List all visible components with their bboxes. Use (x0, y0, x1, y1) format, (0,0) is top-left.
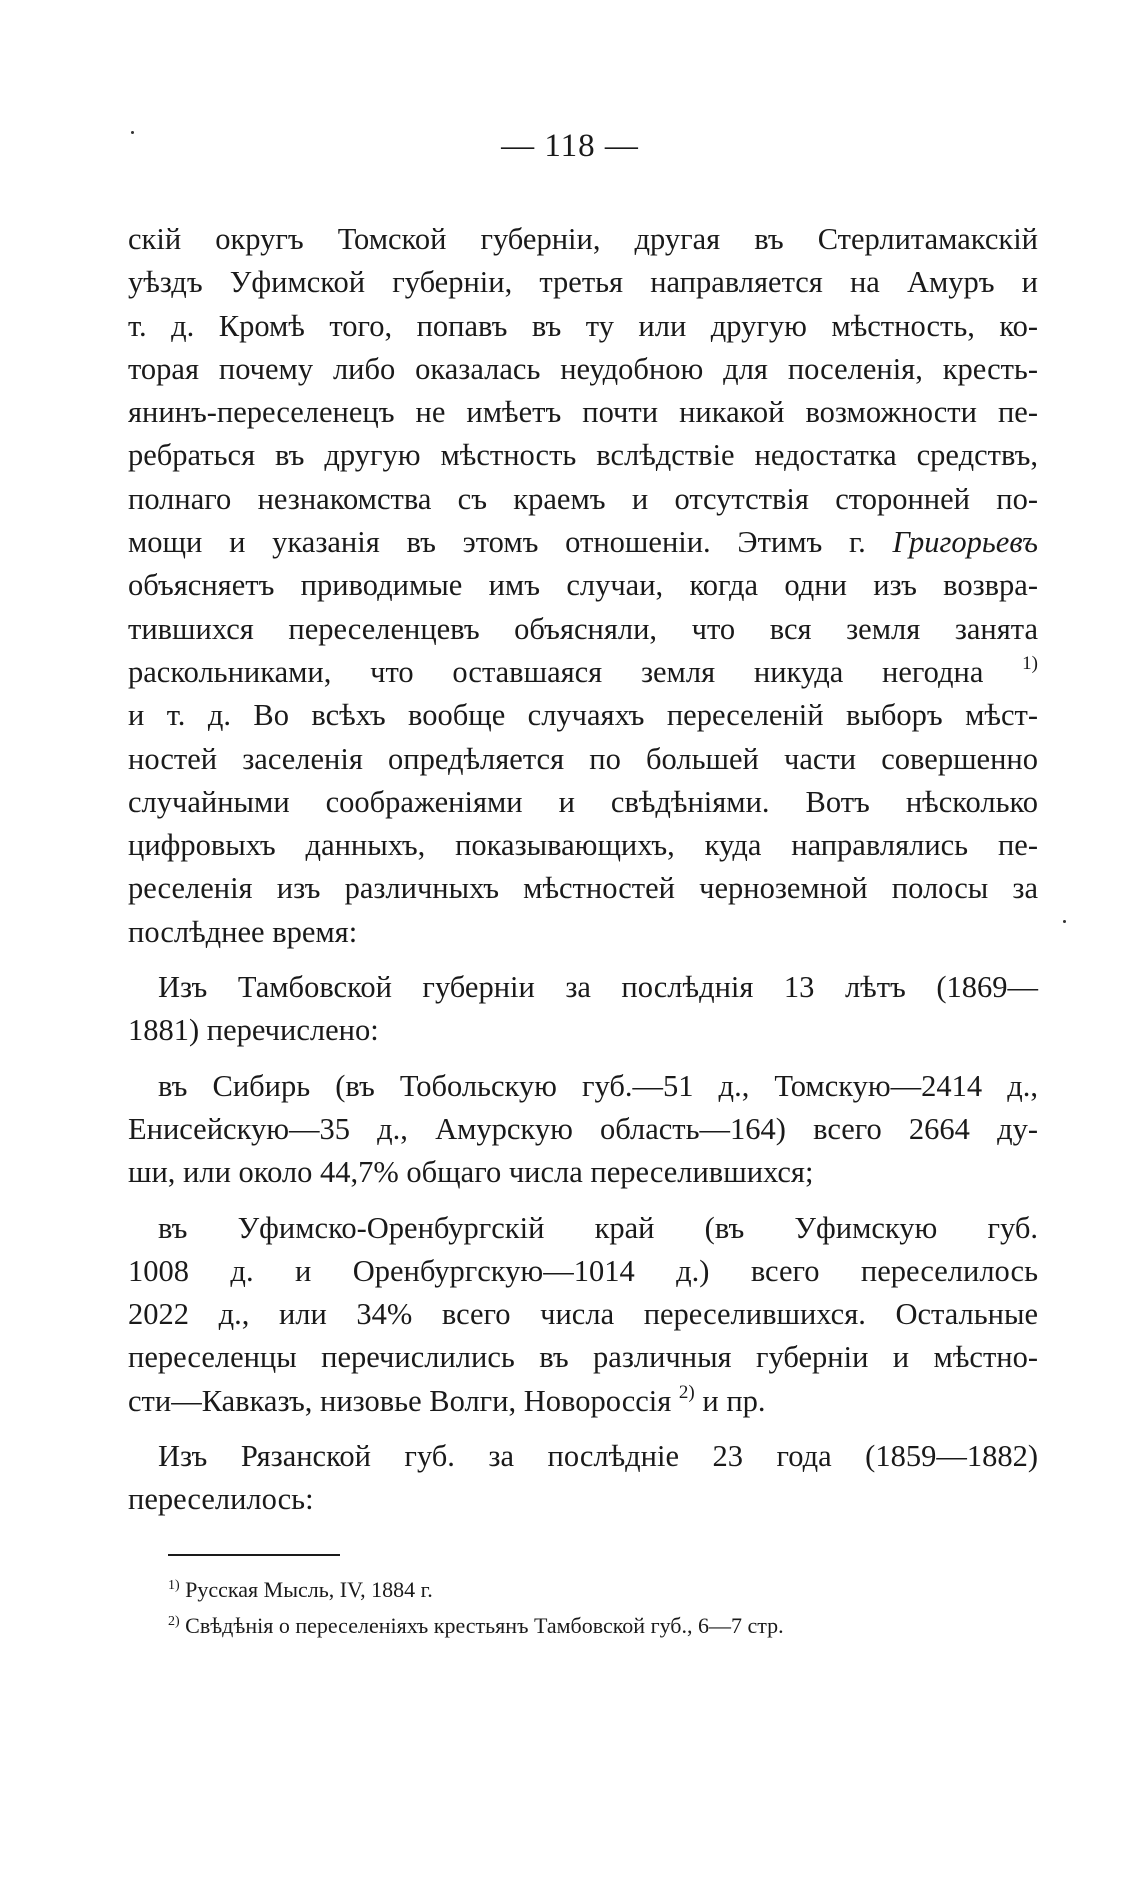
footnote (168, 1572, 1008, 1608)
footnote-mark: 2) (168, 1614, 180, 1629)
text-segment: раскольниками, что оставшаяся земля никуда негодна (128, 654, 984, 689)
footnote-text: Русская Мысль, IV, 1884 г. (185, 1577, 433, 1602)
text-line: скій округъ Томской губерніи, другая въ Стерлитамакскій (128, 222, 1038, 256)
author-name: Григорьевъ (892, 525, 1039, 560)
text-segment: сти—Кавказъ, низовье Волги, Новороссія (128, 1383, 672, 1418)
text-line: Изъ Рязанской губ. за послѣдніе 23 года (1859—1882) (158, 1439, 1038, 1474)
text-segment: и пр. (702, 1383, 766, 1418)
footnote-divider (168, 1554, 340, 1556)
text-line: и т. д. Во всѣхъ вообще случаяхъ переселеній выборъ мѣст- (128, 698, 1038, 733)
text-line: случайными соображеніями и свѣдѣніями. Вотъ нѣсколько (128, 784, 1038, 819)
footnote-ref: 2) (678, 1381, 695, 1403)
text-line: 2022 д., или 34% всего числа переселившихся. Остальные (128, 1297, 1038, 1332)
text-line: т. д. Кромѣ того, попавъ въ ту или другую мѣстность, ко- (128, 308, 1038, 343)
text-line: переселилось: (128, 1482, 314, 1517)
text-line: Енисейскую—35 д., Амурскую область—164) всего 2664 ду- (128, 1111, 1038, 1146)
text-line: ностей заселенія опредѣляется по большей части совершенно (128, 741, 1038, 776)
text-segment: мощи и указанія въ этомъ отношеніи. Этимъ г. (128, 525, 866, 560)
text-line: цифровыхъ данныхъ, показывающихъ, куда направлялись пе- (128, 828, 1038, 863)
text-line: объясняетъ приводимые имъ случаи, когда одни изъ возвра- (128, 568, 1038, 603)
text-line: 1008 д. и Оренбургскую—1014 д.) всего переселилось (128, 1253, 1038, 1288)
text-line: въ Сибирь (въ Тобольскую губ.—51 д., Томскую—2414 д., (158, 1068, 1038, 1103)
text-line: Изъ Тамбовской губерніи за послѣднія 13 лѣтъ (1869— (158, 970, 1038, 1005)
footnote (168, 1608, 1008, 1644)
text-line: янинъ-переселенецъ не имѣетъ почти никакой возможности пе- (128, 395, 1038, 430)
text-line (128, 521, 1038, 564)
text-line (128, 1380, 1038, 1423)
text-line: полнаго незнакомства съ краемъ и отсутствія сторонней по- (128, 481, 1038, 516)
text-line: въ Уфимско-Оренбургскій край (въ Уфимскую губ. (158, 1210, 1038, 1245)
text-line: ребраться въ другую мѣстность вслѣдствіе недостатка средствъ, (128, 438, 1038, 473)
text-line: переселенцы перечислились въ различныя губерніи и мѣстно- (128, 1340, 1038, 1375)
text-line: реселенія изъ различныхъ мѣстностей черноземной полосы за (128, 871, 1038, 906)
text-line: 1881) перечислено: (128, 1013, 379, 1048)
text-line: тившихся переселенцевъ объясняли, что вся земля занята (128, 611, 1038, 646)
body-text (128, 218, 1038, 1522)
text-line: ши, или около 44,7% общаго числа переселившихся; (128, 1155, 814, 1190)
footnote-ref: 1) (1022, 652, 1038, 674)
print-speck (1063, 920, 1066, 923)
text-line: уѣздъ Уфимской губерніи, третья направляется на Амуръ и (128, 265, 1038, 300)
footnote-text: Свѣдѣнія о переселеніяхъ крестьянъ Тамбовской губ., 6—7 стр. (185, 1613, 784, 1638)
footnotes (168, 1572, 1008, 1644)
text-line: торая почему либо оказалась неудобною для поселенія, кресть- (128, 351, 1038, 386)
footnote-mark: 1) (168, 1578, 180, 1593)
text-line: послѣднее время: (128, 914, 358, 949)
page-number: — 118 — (501, 128, 639, 164)
text-line (128, 651, 1038, 694)
